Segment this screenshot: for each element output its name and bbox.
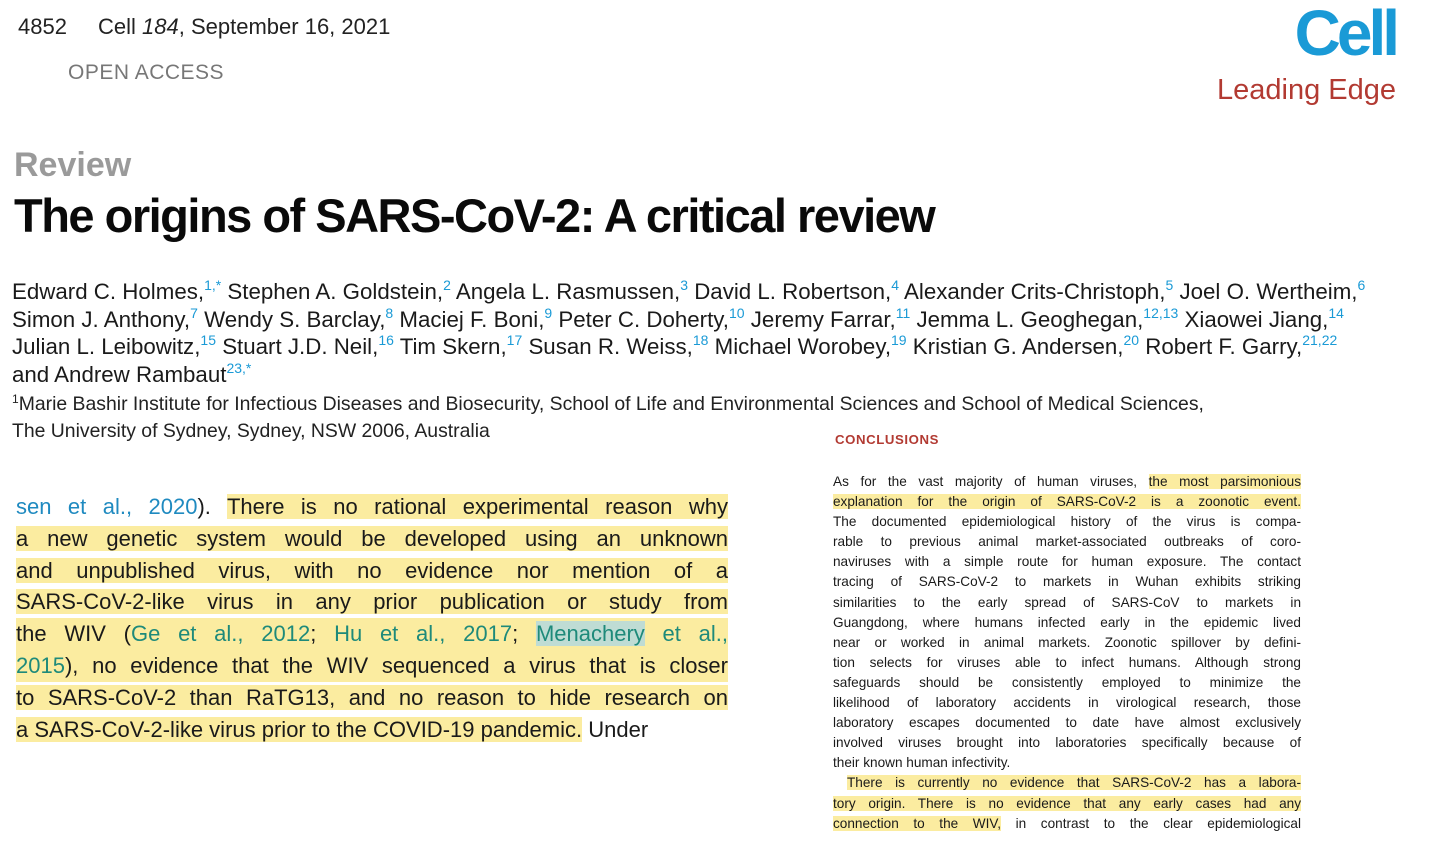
text-run: ). [197,494,211,519]
journal-volume: 184 [142,14,179,39]
journal-date: , September 16, 2021 [178,14,391,39]
author-name [1145,334,1337,359]
excerpt-line [16,491,728,523]
conclusions-heading: CONCLUSIONS [835,432,940,447]
excerpt-line [833,794,1301,814]
author-name [456,279,688,304]
author-name-text: Jeremy Farrar, [750,306,896,332]
author-name-text: Stephen A. Goldstein, [227,279,444,304]
author-name [204,304,394,332]
excerpt-line [16,618,728,650]
author-name [12,334,216,359]
author-affiliation-ref: 1,* [204,277,222,293]
author-name [400,334,523,359]
excerpt-line [16,523,728,555]
highlighted-text: the most parsimonious [1148,474,1301,489]
excerpt-line: their known human infectivity. [833,755,1011,771]
author-name [399,304,553,332]
author-affiliation-ref: 21,22 [1302,332,1338,348]
author-affiliation-ref: 3 [680,277,688,293]
section-label: Leading Edge [1217,74,1396,106]
highlighted-text: There is no rational experimental reason why [226,494,728,519]
text-run: the WIV ( [16,621,131,647]
citation-link[interactable]: Ge et al., 2012 [130,621,311,647]
excerpt-line: involved viruses brought into laboratories specifically because of [833,735,1301,751]
author-affiliation-ref: 17 [506,332,523,348]
page-number: 4852 [18,14,67,39]
author-name [12,304,198,332]
left-excerpt [16,491,728,745]
citation-link[interactable]: 2015 [16,652,65,678]
author-name [750,304,911,332]
author-affiliation-ref: 2 [443,277,451,293]
citation-link[interactable]: Menachery [535,621,645,647]
author-name-text: Michael Worobey, [714,334,892,359]
text-run: ; [512,621,536,647]
excerpt-line [833,472,1301,492]
highlighted-text: a new genetic system would be developed using an unknown [16,525,728,551]
citation-link[interactable]: Hu et al., 2017 [334,621,513,647]
citation-link[interactable]: sen et al., 2020 [16,494,198,519]
open-access-label: OPEN ACCESS [68,61,225,84]
excerpt-line: Guangdong, where humans infected early in the epidemic lived [833,614,1301,630]
excerpt-line: similarities to the early spread of SARS-CoV to markets in [833,594,1301,610]
highlighted-text: tory origin. There is no evidence that any early cases had any [833,795,1301,811]
text-run: Under [582,716,649,742]
author-name [904,279,1173,304]
author-affiliation-ref: 6 [1357,277,1366,293]
author-affiliation-ref: 8 [385,304,394,321]
citation-link[interactable]: et al., [644,621,729,647]
author-name-text: Wendy S. Barclay, [204,306,386,332]
highlighted-text: SARS-CoV-2-like virus in any prior publication or study from [16,589,728,615]
affiliation [12,391,1442,445]
author-affiliation-ref: 23,* [226,359,252,376]
author-name-text: David L. Robertson, [694,279,892,304]
author-affiliation-ref: 4 [891,277,900,293]
author-affiliation-ref: 15 [200,332,216,348]
text-run: ), no evidence that the WIV sequenced a virus that is closer [64,652,728,678]
excerpt-line: tion selects for viruses able to infect humans. Although strong [833,654,1301,670]
text-run: in contrast to the clear epidemiological [1001,815,1301,831]
excerpt-line [16,586,728,618]
highlighted-text: and unpublished virus, with no evidence nor mention of a [16,557,728,583]
author-name [694,279,899,304]
article-title: The origins of SARS-CoV-2: A critical review [14,189,935,242]
excerpt-line: likelihood of laboratory accidents in virological research, those [833,695,1301,711]
author-affiliation-ref: 18 [692,332,709,348]
excerpt-line [833,492,1301,512]
excerpt-line [16,650,728,682]
excerpt-line: near or worked in animal markets. Zoonotic spillover by defini- [833,634,1301,650]
author-affiliation-ref: 19 [891,332,907,348]
right-excerpt [833,472,1301,834]
excerpt-line: rable to previous animal market-associated outbreaks of coro- [833,534,1301,550]
author-affiliation-ref: 10 [728,304,745,321]
highlighted-text: There is currently no evidence that SARS-CoV-2 has a labora- [847,775,1301,791]
excerpt-line [16,714,728,746]
affiliation-line-1: Marie Bashir Institute for Infectious Diseases and Biosecurity, School of Life and Environmental Sciences and School of Medical Sciences, [18,393,1204,415]
highlighted-text: explanation for the origin of SARS-CoV-2 is a zoonotic event. [833,494,1301,510]
author-name-text: Kristian G. Andersen, [912,334,1124,359]
author-name-text: Stuart J.D. Neil, [222,334,379,359]
author-name-text: Edward C. Holmes, [12,279,205,304]
author-name-text: and Andrew Rambaut [12,361,227,387]
highlighted-text: connection to the WIV, [833,815,1002,831]
author-name-text: Peter C. Doherty, [558,306,729,332]
author-name [916,304,1179,332]
excerpt-line: tracing of SARS-CoV-2 to markets in Wuhan exhibits striking [833,574,1301,590]
author-list [12,278,1432,388]
author-name [222,334,394,359]
author-affiliation-ref: 5 [1165,277,1174,293]
author-name-text: Angela L. Rasmussen, [455,279,681,304]
journal-reference [98,14,390,40]
author-name-text: Joel O. Wertheim, [1179,279,1358,304]
author-affiliation-ref: 20 [1123,332,1140,348]
author-affiliation-ref: 14 [1328,304,1344,321]
excerpt-line [16,682,728,714]
excerpt-line [16,555,728,587]
affiliation-line-2: The University of Sydney, Sydney, NSW 2006, Australia [12,420,490,442]
author-name [227,279,450,304]
author-name [558,304,745,332]
author-name-text: Maciej F. Boni, [399,306,545,332]
excerpt-line: safeguards should be consistently employed to minimize the [833,674,1301,690]
author-name [12,359,252,387]
author-name-text: Jemma L. Geoghegan, [916,306,1144,332]
highlighted-text: to SARS-CoV-2 than RaTG13, and no reason to hide research on [16,684,728,710]
author-name-text: Alexander Crits-Christoph, [904,279,1166,304]
author-affiliation-ref: 7 [190,304,198,321]
author-name [528,334,708,359]
author-name [1184,304,1344,332]
author-name-text: Tim Skern, [399,334,507,359]
author-name [12,279,221,304]
excerpt-line: The documented epidemiological history of the virus is compa- [833,514,1301,530]
author-name-text: Susan R. Weiss, [528,334,693,359]
author-name-text: Julian L. Leibowitz, [12,334,201,359]
author-name-text: Xiaowei Jiang, [1184,306,1329,332]
author-name [715,334,907,359]
author-name [913,334,1139,359]
author-name-text: Robert F. Garry, [1145,334,1303,359]
text-run: As for the vast majority of human viruses, [833,474,1149,489]
affiliation-number: 1 [12,392,19,406]
author-affiliation-ref: 9 [544,304,553,321]
journal-name: Cell [98,14,136,39]
author-affiliation-ref: 11 [895,304,911,321]
author-name [1179,279,1365,304]
excerpt-line [833,773,1301,793]
author-affiliation-ref: 12,13 [1143,304,1179,321]
article-type: Review [14,146,132,184]
excerpt-line [833,814,1301,834]
cell-logo: Cell [1294,0,1396,69]
highlighted-text: a SARS-CoV-2-like virus prior to the COVID-19 pandemic. [16,716,583,742]
excerpt-line: laboratory escapes documented to date have almost exclusively [833,715,1301,731]
author-affiliation-ref: 16 [378,332,394,348]
text-run: ; [310,621,335,647]
author-name-text: Simon J. Anthony, [12,306,191,332]
excerpt-line: naviruses with a simple route for human exposure. The contact [833,554,1301,570]
